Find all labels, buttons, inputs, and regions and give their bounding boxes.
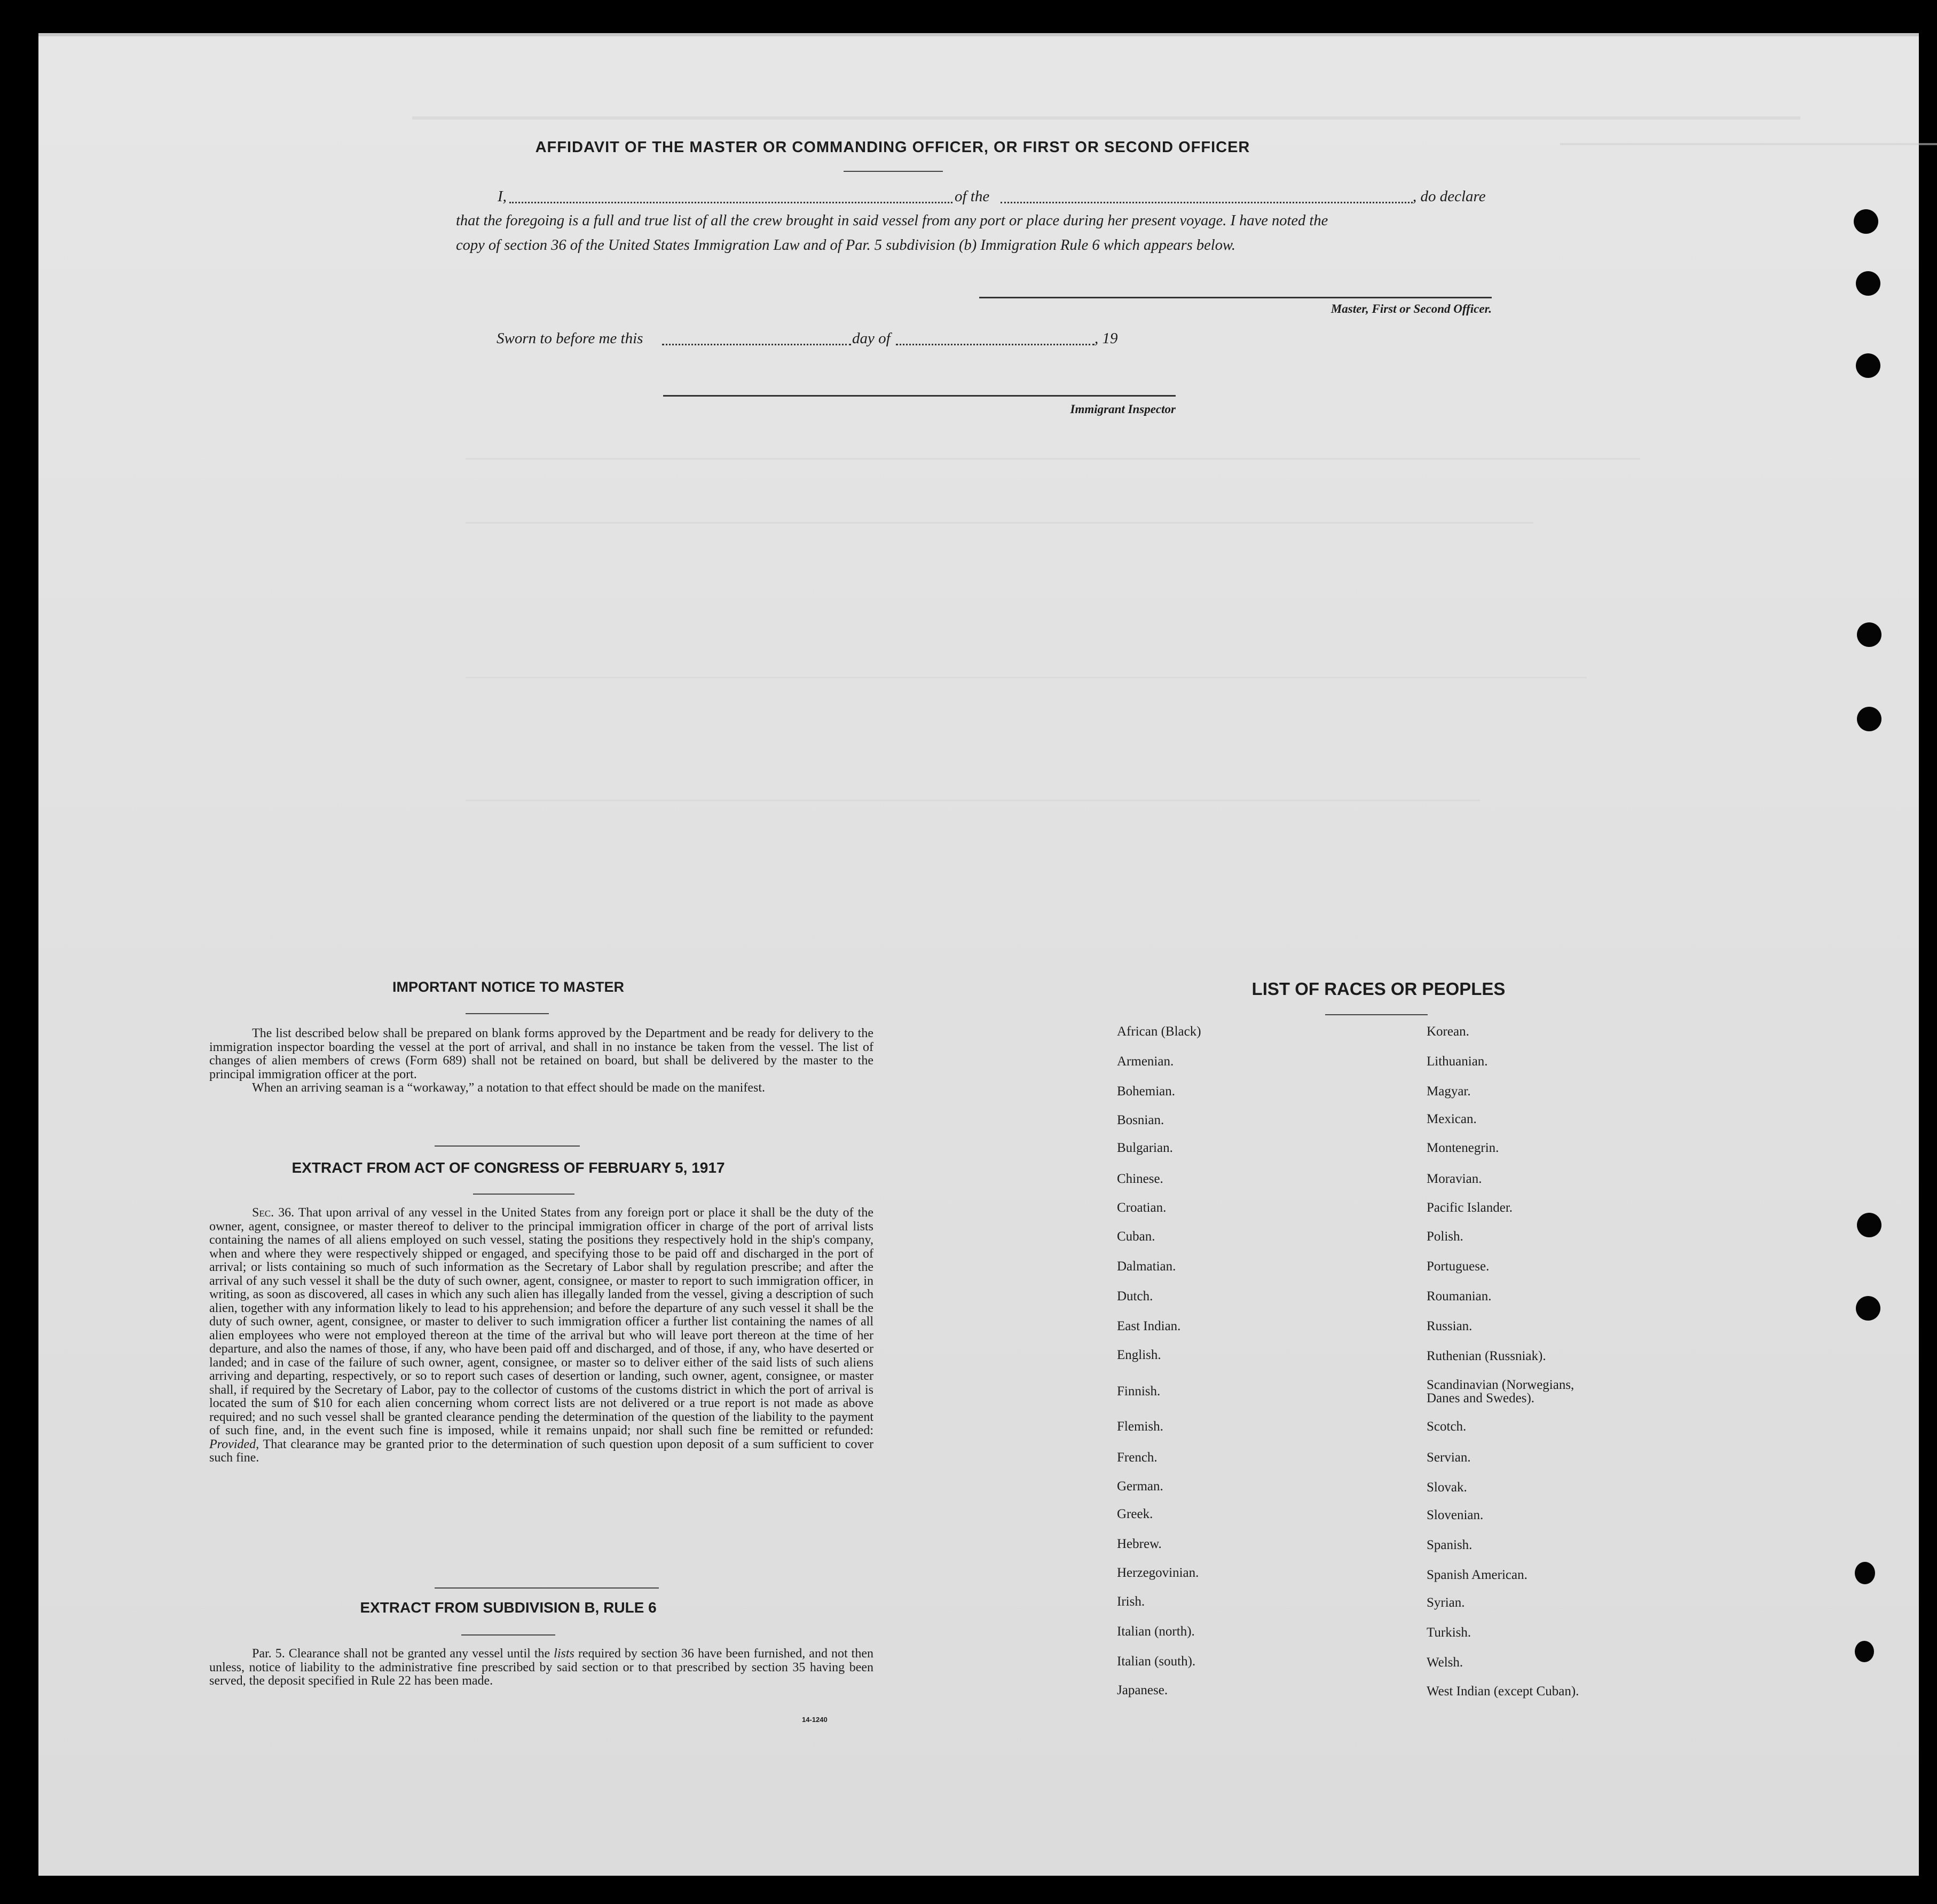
rule-extract-heading: EXTRACT FROM SUBDIVISION B, RULE 6 [360,1599,657,1616]
act-extract-heading-rule [473,1194,574,1195]
race-item: Cuban. [1117,1229,1155,1244]
sworn-line [497,330,1191,351]
act-section-rule [435,1587,659,1589]
race-item: Finnish. [1117,1384,1161,1399]
punch-hole [1854,209,1878,234]
race-item: Chinese. [1117,1172,1163,1186]
race-item: Korean. [1427,1024,1469,1039]
punch-hole [1857,1213,1881,1237]
affidavit-heading: AFFIDAVIT OF THE MASTER OR COMMANDING OFFICER, OR FIRST OR SECOND OFFICER [535,139,1250,156]
race-item: Portuguese. [1427,1259,1490,1274]
races-heading: LIST OF RACES OR PEOPLES [1251,979,1506,999]
sworn-day-field[interactable] [662,344,851,345]
race-item: German. [1117,1479,1163,1494]
race-item: Roumanian. [1427,1289,1492,1303]
inspector-signature-line[interactable] [663,395,1176,397]
race-item: Italian (north). [1117,1624,1195,1639]
race-item: Japanese. [1117,1683,1168,1697]
notice-body [209,1027,873,1095]
race-item: French. [1117,1450,1158,1465]
race-item: Bosnian. [1117,1113,1164,1127]
punch-hole [1855,1562,1875,1584]
affidavit-line1 [498,188,1571,209]
affidavit-heading-rule [844,171,943,172]
form-sheet [38,33,1919,1876]
vessel-name-field[interactable] [1001,202,1413,203]
notice-heading-rule [466,1013,549,1014]
section-36-provided: Provided, [209,1437,259,1451]
rule-par5-text-a: Par. 5. Clearance shall not be granted any vessel until the [252,1647,550,1661]
day-of-label: day of [852,330,891,347]
notice-paragraph-2: When an arriving seaman is a “workaway,” a notation to that effect should be made on the manifest. [252,1081,765,1095]
act-extract-heading: EXTRACT FROM ACT OF CONGRESS OF FEBRUARY 5, 1917 [292,1159,725,1176]
race-item: Syrian. [1427,1595,1465,1610]
race-item: Ruthenian (Russniak). [1427,1349,1546,1363]
race-item: English. [1117,1348,1161,1362]
notice-section-rule [435,1145,580,1147]
race-item: Flemish. [1117,1419,1163,1434]
race-item: Slovenian. [1427,1508,1484,1522]
race-item: Russian. [1427,1319,1473,1333]
race-item: Pacific Islander. [1427,1200,1513,1215]
affidavit-i-label: I, [498,188,507,205]
race-item: Hebrew. [1117,1537,1162,1551]
affidavit-of-the-label: of the [955,188,990,205]
year-label: , 19 [1095,330,1118,347]
sworn-label: Sworn to before me this [497,330,643,347]
race-item: Dutch. [1117,1289,1153,1303]
race-item: Lithuanian. [1427,1054,1488,1069]
section-36-text: That upon arrival of any vessel in the United States from any foreign port or place it shall be the duty of the owner, agent, consignee, or master thereof to deliver to the principal immigration officer in charge of the port of arrival lists containing the names of all aliens employed on such vessel, stating the positions they respectively hold in the ship's company, when and where they were respectively shipped or engaged, and specifying those to be paid off and discharged in the port of arrival; or lists containing so much of such information as the Secretary of Labor shall by regulation prescribe; and after the arrival of any such vessel it shall be the duty of such owner, agent, consignee, or master to report to such immigration officer, in writing, as soon as discovered, all cases in which any such alien has illegally landed from the vessel, giving a description of such alien, together with any information likely to lead to his apprehension; and before the departure of any such vessel it shall be the duty of such owner, agent, consignee, or master to deliver to such immigration officer a further list containing the names of all alien employees who were not employed thereon at the time of the arrival but who will leave port thereon at the time of her departure, and also the names of those, if any, who have been paid off and discharged, and of those, if any, who have deserted or landed; and in case of the failure of such owner, agent, consignee, or master so to deliver either of the said lists of such aliens arriving and departing, respectively, or so to report such cases of desertion or landing, such owner, agent, consignee, or master shall, if required by the Secretary of Labor, pay to the collector of customs of the customs district in which the port of arrival is located the sum of $10 for each alien concerning whom correct lists are not delivered or a true report is not made as above required; and no such vessel shall be granted clearance pending the determination of the question of the liability to the payment of such fine, and, in the event such fine is imposed, while it remains unpaid; nor shall such fine be remitted or refunded: [209,1206,874,1437]
master-name-field[interactable] [509,202,952,203]
race-item: Scandinavian (Norwegians, Danes and Swedes). [1427,1378,1574,1405]
act-extract-body [209,1206,873,1465]
race-item: Italian (south). [1117,1654,1196,1669]
sworn-month-field[interactable] [896,344,1095,345]
affidavit-declare-label: , do declare [1413,188,1486,205]
race-item: Greek. [1117,1507,1153,1521]
race-item: Bulgarian. [1117,1141,1173,1155]
master-signature-line[interactable] [979,297,1492,298]
race-item: Irish. [1117,1594,1145,1609]
affidavit-line2: that the foregoing is a full and true list of all the crew brought in said vessel from any port or place during her present voyage. I have noted the [456,212,1328,229]
race-item: West Indian (except Cuban). [1427,1684,1579,1698]
race-item: Scotch. [1427,1419,1467,1434]
punch-hole [1856,353,1880,378]
race-item: Croatian. [1117,1200,1167,1215]
race-item: East Indian. [1117,1319,1181,1333]
section-36-label: Sec. 36. [252,1206,295,1220]
punch-hole [1855,1641,1874,1662]
punch-hole [1857,707,1881,731]
race-item: Magyar. [1427,1084,1471,1099]
notice-paragraph-1: The list described below shall be prepared on blank forms approved by the Department and be ready for delivery to the immigration inspector boarding the vessel at the port of arrival, and shall in no instance be taken from the vessel. The list of changes of alien members of crews (Form 689) shall not be retained on board, but shall be delivered by the master to the principal immigration officer at the port. [209,1026,873,1081]
master-signature-label: Master, First or Second Officer. [1330,302,1492,315]
race-item: Servian. [1427,1450,1471,1465]
race-item: Turkish. [1427,1625,1471,1640]
affidavit-line3: copy of section 36 of the United States Immigration Law and of Par. 5 subdivision (b) Immigration Rule 6 which appears below. [456,237,1235,254]
form-number: 14-1240 [802,1716,828,1724]
rule-par5-lists: lists [554,1647,574,1661]
race-item: Slovak. [1427,1480,1467,1495]
inspector-label: Immigrant Inspector [1070,402,1176,416]
notice-heading: IMPORTANT NOTICE TO MASTER [392,979,624,995]
rule-par5-text-b: required by section 36 have been furnished, and not then unless, notice of liability to the administrative fine prescribed by said section or to that prescribed by section 35 having been served, the deposit specified in Rule 22 has been made. [209,1647,873,1688]
rule-extract-heading-rule [461,1634,555,1636]
races-heading-rule [1325,1014,1428,1015]
race-item: African (Black) [1117,1024,1201,1039]
race-item: Armenian. [1117,1054,1174,1069]
punch-hole [1856,271,1880,296]
race-item: Dalmatian. [1117,1259,1176,1274]
race-item: Bohemian. [1117,1084,1176,1099]
race-item: Herzegovinian. [1117,1566,1199,1580]
race-item: Montenegrin. [1427,1141,1499,1155]
section-36-tail: That clearance may be granted prior to the determination of such question upon deposit of a sum sufficient to cover such fine. [209,1437,873,1465]
race-item: Spanish American. [1427,1568,1527,1582]
race-item: Spanish. [1427,1538,1473,1552]
race-item: Mexican. [1427,1112,1477,1126]
punch-hole [1857,622,1881,647]
race-item: Welsh. [1427,1655,1463,1670]
rule-extract-body [209,1647,873,1688]
punch-hole [1856,1296,1880,1321]
race-item: Moravian. [1427,1172,1482,1186]
race-item: Polish. [1427,1229,1463,1244]
